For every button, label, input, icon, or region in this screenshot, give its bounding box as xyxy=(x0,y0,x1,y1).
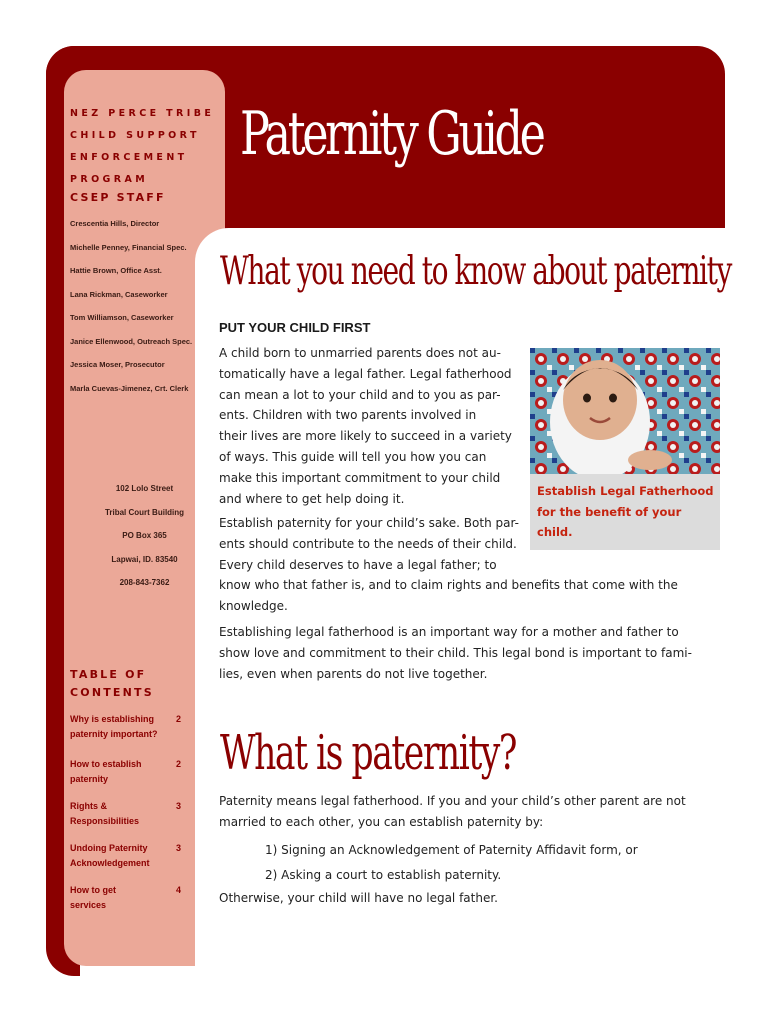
toc-item[interactable] xyxy=(70,841,190,883)
toc-item-page: 2 xyxy=(176,714,182,724)
caption-line: Establish Legal Fatherhood xyxy=(537,484,714,498)
street: 102 Lolo Street xyxy=(115,484,174,493)
text-line: married to each other, you can establish paternity by: xyxy=(219,814,544,829)
po-box: PO Box 365 xyxy=(122,531,167,540)
text-line: and where to get help doing it. xyxy=(219,491,405,506)
toc-item-label[interactable]: How to get services xyxy=(70,885,116,910)
text-line: Every child deserves to have a legal father; to xyxy=(219,557,497,572)
photo-callout xyxy=(530,348,720,550)
page-title: Paternity Guide xyxy=(240,99,543,169)
toc-heading xyxy=(70,666,215,702)
toc-item-label[interactable]: Undoing Paternity Acknowledgement xyxy=(70,843,150,868)
text-line: knowledge. xyxy=(219,599,288,614)
closing-sentence: Otherwise, your child will have no legal father. xyxy=(219,891,498,905)
text-line: of ways. This guide will tell you how you can xyxy=(219,449,487,464)
text-line: ents. Children with two parents involved in xyxy=(219,408,477,423)
staff-member: Lana Rickman, Caseworker xyxy=(70,289,168,299)
baby-photo xyxy=(530,348,720,474)
intro-paragraph xyxy=(219,343,524,509)
text-line: tomatically have a legal father. Legal fatherhood xyxy=(219,366,512,381)
org-line: ENFORCEMENT PROGRAM xyxy=(70,152,188,185)
text-line: Paternity means legal fatherhood. If you and your child’s other parent are not xyxy=(219,794,686,808)
staff-member: Janice Ellenwood, Outreach Spec. xyxy=(70,336,193,346)
staff-list xyxy=(70,218,225,406)
photo-caption xyxy=(537,481,717,543)
staff-member: Tom Williamson, Caseworker xyxy=(70,313,174,322)
staff-member: Crescentia Hills, Director xyxy=(70,219,160,228)
text-line: A child born to unmarried parents does not au- xyxy=(219,346,501,360)
text-line: Establishing legal fatherhood is an important way for a mother and father to xyxy=(219,625,679,639)
list-item: 1) Signing an Acknowledgement of Paternity Affidavit form, or xyxy=(265,843,638,857)
toc-item[interactable] xyxy=(70,712,190,757)
section-heading: What you need to know about paternity xyxy=(220,249,731,294)
city-zip: Lapwai, ID. 83540 xyxy=(111,554,178,564)
table-of-contents xyxy=(70,712,190,913)
toc-item[interactable] xyxy=(70,799,190,841)
list-item: 2) Asking a court to establish paternity. xyxy=(265,868,502,882)
toc-item[interactable] xyxy=(70,757,190,799)
toc-heading-line: CONTENTS xyxy=(70,686,154,699)
caption-line: for the benefit of your xyxy=(537,504,682,519)
section-subheading: PUT YOUR CHILD FIRST xyxy=(219,320,371,335)
toc-item-label[interactable]: How to establish paternity xyxy=(70,759,142,784)
toc-item-page: 3 xyxy=(176,843,182,853)
paternity-options-list xyxy=(265,838,725,888)
caption-line: child. xyxy=(537,525,573,539)
toc-heading-line: TABLE OF xyxy=(70,668,147,681)
organization-name xyxy=(70,103,220,191)
toc-item-label[interactable]: Rights & Responsibilities xyxy=(70,801,140,826)
text-line: ents should contribute to the needs of their child. xyxy=(219,536,517,551)
text-line: know who that father is, and to claim rights and benefits that come with the xyxy=(219,578,678,593)
toc-item-label[interactable]: Why is establishing paternity important? xyxy=(70,714,158,739)
toc-item[interactable] xyxy=(70,883,190,913)
paternity-definition xyxy=(219,791,729,833)
staff-member: Jessica Moser, Prosecutor xyxy=(70,360,165,369)
section-heading: What is paternity? xyxy=(220,725,516,781)
building: Tribal Court Building xyxy=(104,507,185,517)
text-line: show love and commitment to their child. This legal bond is important to fami- xyxy=(219,645,692,660)
staff-heading: CSEP STAFF xyxy=(70,191,166,204)
text-line: lies, even when parents do not live together. xyxy=(219,666,488,681)
text-line: Establish paternity for your child’s sake. Both par- xyxy=(219,516,519,530)
text-line: make this important commitment to your child xyxy=(219,470,501,485)
staff-member: Michelle Penney, Financial Spec. xyxy=(70,242,187,252)
staff-member: Marla Cuevas-Jimenez, Crt. Clerk xyxy=(70,383,189,393)
text-line: can mean a lot to your child and to you as par- xyxy=(219,387,501,402)
org-line: CHILD SUPPORT xyxy=(70,130,200,141)
contact-address xyxy=(64,484,225,602)
toc-item-page: 3 xyxy=(176,801,182,811)
org-line: NEZ PERCE TRIBE xyxy=(70,108,215,119)
toc-item-page: 4 xyxy=(176,885,182,895)
staff-member: Hattie Brown, Office Asst. xyxy=(70,266,162,275)
paragraph-legal-bond xyxy=(219,622,729,684)
toc-item-page: 2 xyxy=(176,759,182,769)
phone-number: 208-843-7362 xyxy=(119,578,170,587)
text-line: their lives are more likely to succeed in a variety xyxy=(219,429,512,444)
